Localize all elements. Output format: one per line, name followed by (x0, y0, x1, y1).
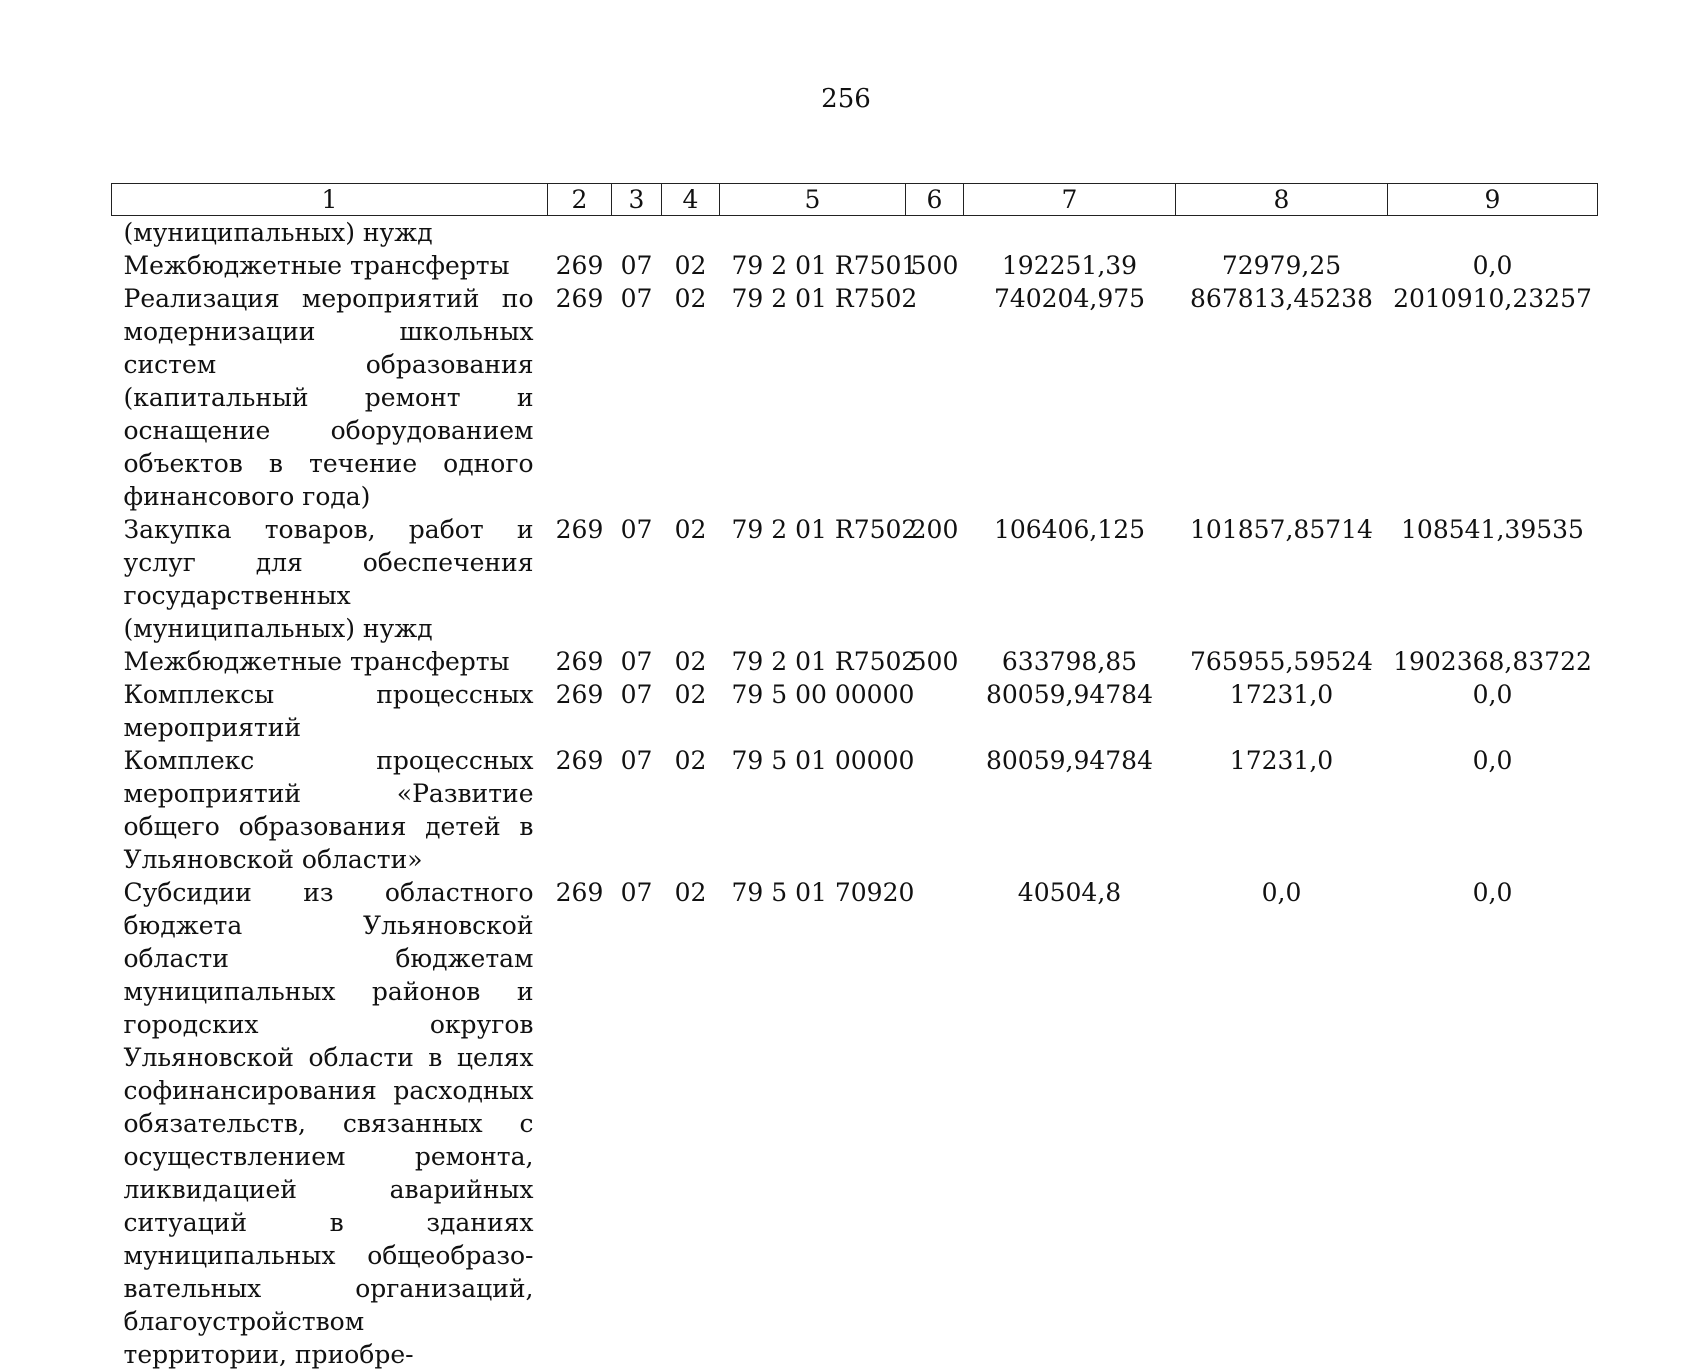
column-header-3: 3 (612, 184, 662, 216)
cell-col8: 0,0 (1176, 876, 1388, 1371)
cell-col9: 0,0 (1388, 249, 1598, 282)
row-name: Комплекс процессных мероприятий «Развитие общего образования детей в Ульяновской области» (112, 744, 548, 876)
cell-col2: 269 (548, 645, 612, 678)
cell-col4: 02 (662, 282, 720, 513)
cell-col8: 867813,45238 (1176, 282, 1388, 513)
column-header-5: 5 (720, 184, 906, 216)
cell-col8: 101857,85714 (1176, 513, 1388, 645)
cell-col8: 17231,0 (1176, 678, 1388, 744)
cell-col8: 765955,59524 (1176, 645, 1388, 678)
page-number: 256 (0, 84, 1692, 114)
cell-col6: 500 (906, 249, 964, 282)
table-row (112, 744, 1598, 876)
cell-col5: 79 2 01 R7502 (720, 645, 906, 678)
table-row (112, 645, 1598, 678)
table-row (112, 282, 1598, 513)
row-name: Субсидии из областного бюджета Ульяновской области бюджетам муниципальных районов и городских округов Ульяновской области в целях софинансирования расходных обязательств, связанных с осуществлением ремонта, ликвидацией аварийных ситуаций в зданиях муниципальных общеобразовательных организаций, благоустройством территории, приобре- (112, 876, 548, 1371)
cell-col9 (1388, 216, 1598, 250)
cell-col4: 02 (662, 744, 720, 876)
cell-col7 (964, 216, 1176, 250)
table-row (112, 678, 1598, 744)
cell-col5 (720, 216, 906, 250)
cell-col2: 269 (548, 876, 612, 1371)
cell-col2: 269 (548, 513, 612, 645)
cell-col5: 79 5 00 00000 (720, 678, 906, 744)
cell-col7: 80059,94784 (964, 744, 1176, 876)
table-body (112, 216, 1598, 1371)
cell-col7: 106406,125 (964, 513, 1176, 645)
cell-col9: 0,0 (1388, 876, 1598, 1371)
cell-col6 (906, 282, 964, 513)
cell-col4: 02 (662, 876, 720, 1371)
row-name: Реализация мероприятий по модернизации школьных систем образования (капитальный ремонт и оснащение оборудованием объектов в течение одного финансового года) (112, 282, 548, 513)
cell-col9: 1902368,83722 (1388, 645, 1598, 678)
table-row (112, 876, 1598, 1371)
cell-col3: 07 (612, 678, 662, 744)
cell-col2 (548, 216, 612, 250)
cell-col9: 2010910,23257 (1388, 282, 1598, 513)
cell-col3: 07 (612, 744, 662, 876)
cell-col5: 79 2 01 R7502 (720, 513, 906, 645)
column-header-8: 8 (1176, 184, 1388, 216)
row-name: Комплексы процессных мероприятий (112, 678, 548, 744)
cell-col7: 80059,94784 (964, 678, 1176, 744)
cell-col3: 07 (612, 282, 662, 513)
row-name: Межбюджетные трансферты (112, 645, 548, 678)
column-header-7: 7 (964, 184, 1176, 216)
column-header-9: 9 (1388, 184, 1598, 216)
cell-col7: 40504,8 (964, 876, 1176, 1371)
cell-col3: 07 (612, 876, 662, 1371)
column-header-6: 6 (906, 184, 964, 216)
cell-col5: 79 5 01 00000 (720, 744, 906, 876)
header-row (112, 184, 1598, 216)
cell-col2: 269 (548, 282, 612, 513)
cell-col2: 269 (548, 744, 612, 876)
table-header (112, 184, 1598, 216)
cell-col8: 17231,0 (1176, 744, 1388, 876)
cell-col6 (906, 216, 964, 250)
budget-table (111, 183, 1598, 1371)
table-row (112, 249, 1598, 282)
column-header-1: 1 (112, 184, 548, 216)
cell-col4: 02 (662, 513, 720, 645)
cell-col2: 269 (548, 678, 612, 744)
cell-col7: 740204,975 (964, 282, 1176, 513)
cell-col3: 07 (612, 249, 662, 282)
cell-col5: 79 5 01 70920 (720, 876, 906, 1371)
cell-col4 (662, 216, 720, 250)
cell-col5: 79 2 01 R7502 (720, 282, 906, 513)
cell-col4: 02 (662, 249, 720, 282)
cell-col9: 0,0 (1388, 744, 1598, 876)
column-header-2: 2 (548, 184, 612, 216)
cell-col6 (906, 876, 964, 1371)
cell-col9: 108541,39535 (1388, 513, 1598, 645)
cell-col3 (612, 216, 662, 250)
cell-col3: 07 (612, 645, 662, 678)
cell-col7: 633798,85 (964, 645, 1176, 678)
cell-col7: 192251,39 (964, 249, 1176, 282)
row-name: (муниципальных) нужд (112, 216, 548, 250)
row-name: Закупка товаров, работ и услуг для обеспечения государственных (муниципальных) нужд (112, 513, 548, 645)
row-name: Межбюджетные трансферты (112, 249, 548, 282)
cell-col5: 79 2 01 R7501 (720, 249, 906, 282)
cell-col6: 200 (906, 513, 964, 645)
table-row (112, 216, 1598, 250)
cell-col8 (1176, 216, 1388, 250)
cell-col6: 500 (906, 645, 964, 678)
table-row (112, 513, 1598, 645)
cell-col9: 0,0 (1388, 678, 1598, 744)
cell-col3: 07 (612, 513, 662, 645)
cell-col4: 02 (662, 678, 720, 744)
cell-col8: 72979,25 (1176, 249, 1388, 282)
column-header-4: 4 (662, 184, 720, 216)
cell-col2: 269 (548, 249, 612, 282)
cell-col4: 02 (662, 645, 720, 678)
